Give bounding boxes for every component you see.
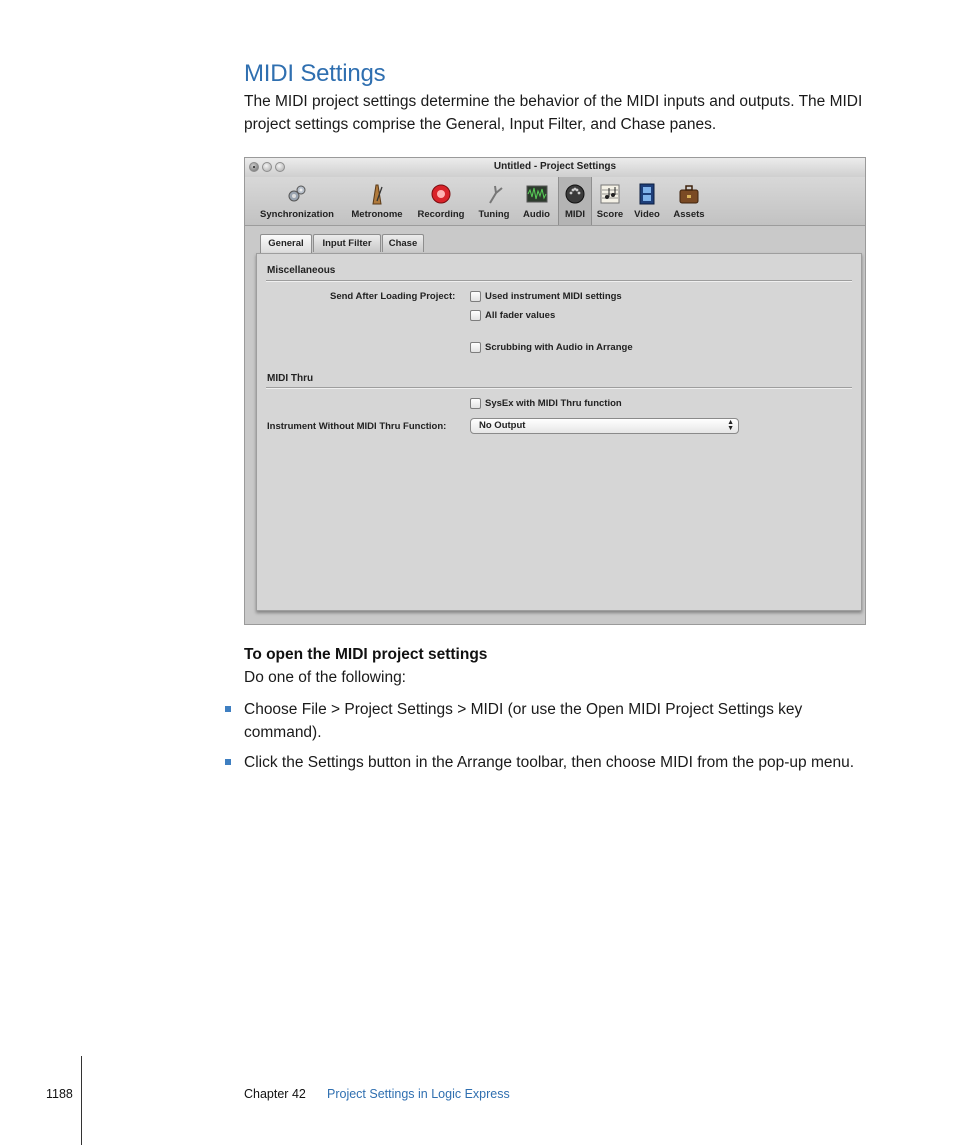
toolbar-label: Video: [634, 209, 660, 220]
toolbar-label: Assets: [673, 209, 705, 220]
general-pane: [256, 253, 862, 611]
list-item: Click the Settings button in the Arrange toolbar, then choose MIDI from the pop-up menu.: [244, 754, 855, 771]
intro-paragraph: The MIDI project settings determine the behavior of the MIDI inputs and outputs. The MIDI project settings comprise the General, Input Filter, and Chase panes.: [244, 93, 863, 133]
checkbox-label: SysEx with MIDI Thru function: [485, 398, 622, 409]
section-title: MIDI Settings: [244, 60, 386, 87]
toolbar-label: Tuning: [478, 209, 510, 220]
send-after-loading-label: Send After Loading Project:: [330, 291, 456, 302]
toolbar-audio[interactable]: [518, 177, 555, 225]
sysex-with-midi-thru-checkbox[interactable]: [470, 398, 481, 409]
toolbar-synchronization[interactable]: [255, 177, 339, 225]
instrument-without-midi-thru-label: Instrument Without MIDI Thru Function:: [267, 421, 447, 432]
bullet-icon: [225, 759, 231, 765]
window-title: Untitled - Project Settings: [493, 161, 617, 172]
gears-icon: [286, 183, 308, 205]
tab-input-filter[interactable]: Input Filter: [313, 234, 381, 252]
midi-thru-heading: MIDI Thru: [267, 373, 314, 384]
window-titlebar: [245, 158, 865, 178]
toolbar-label: Score: [596, 209, 624, 220]
tuning-fork-icon: [483, 183, 505, 205]
toolbar-score[interactable]: [593, 177, 627, 225]
score-notes-icon: [599, 183, 621, 205]
page-number: 1188: [46, 1087, 73, 1101]
midi-port-icon: [564, 183, 586, 205]
toolbar-label: MIDI: [564, 209, 586, 220]
toolbar-assets[interactable]: [669, 177, 709, 225]
footer-divider: [81, 1056, 82, 1145]
toolbar-label: Audio: [523, 209, 550, 220]
chapter-title: Project Settings in Logic Express: [327, 1087, 510, 1101]
toolbar-recording[interactable]: [413, 177, 469, 225]
used-instrument-midi-settings-checkbox[interactable]: [470, 291, 481, 302]
toolbar-metronome[interactable]: [346, 177, 408, 225]
toolbar-label: Metronome: [351, 209, 403, 220]
updown-arrows-icon: ▲ ▼: [727, 419, 734, 432]
bullet-icon: [225, 706, 231, 712]
chapter-label: Chapter 42: [244, 1087, 306, 1101]
toolbar-label: Synchronization: [260, 209, 334, 220]
toolbar-label: Recording: [417, 209, 465, 220]
task-heading: To open the MIDI project settings: [244, 646, 488, 663]
project-settings-window: [244, 157, 866, 625]
toolbar-midi[interactable]: [558, 177, 592, 225]
tab-general[interactable]: General: [260, 234, 312, 253]
briefcase-icon: [678, 183, 700, 205]
checkbox-label: Used instrument MIDI settings: [485, 291, 622, 302]
metronome-icon: [366, 183, 388, 205]
checkbox-label: Scrubbing with Audio in Arrange: [485, 342, 633, 353]
checkbox-label: All fader values: [485, 310, 556, 321]
list-item: Choose File > Project Settings > MIDI (or use the Open MIDI Project Settings key command).: [244, 701, 803, 741]
popup-value: No Output: [479, 420, 526, 431]
divider: [266, 387, 852, 389]
scrubbing-with-audio-checkbox[interactable]: [470, 342, 481, 353]
task-intro: Do one of the following:: [244, 669, 406, 686]
waveform-icon: [526, 183, 548, 205]
all-fader-values-checkbox[interactable]: [470, 310, 481, 321]
miscellaneous-heading: Miscellaneous: [267, 265, 336, 276]
tab-chase[interactable]: Chase: [382, 234, 424, 252]
toolbar-tuning[interactable]: [473, 177, 515, 225]
record-icon: [430, 183, 452, 205]
divider: [266, 280, 852, 282]
film-icon: [636, 183, 658, 205]
instrument-output-popup[interactable]: [470, 418, 739, 434]
settings-toolbar: [245, 177, 865, 226]
toolbar-video[interactable]: [630, 177, 664, 225]
